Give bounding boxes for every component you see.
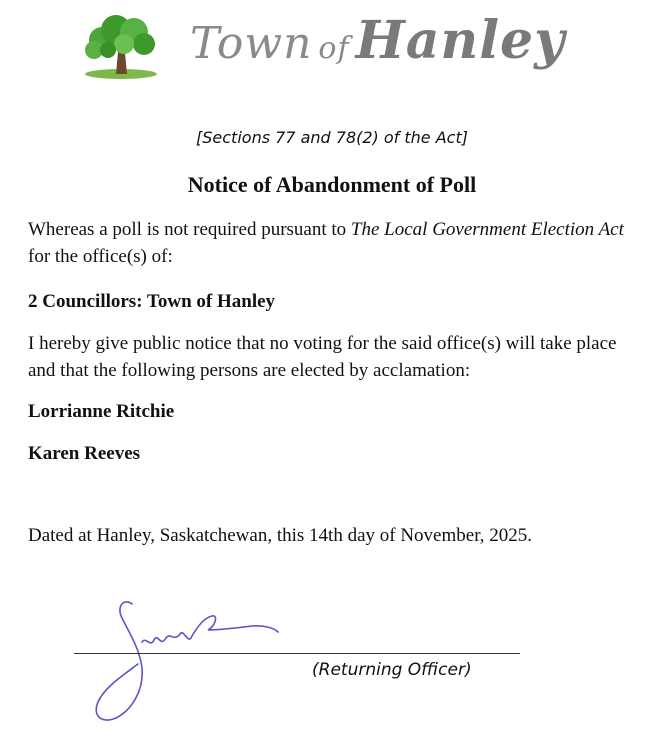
wordmark-town: Town [190,18,313,69]
wordmark-of: of [318,31,350,66]
wordmark-hanley: Hanley [355,10,566,71]
public-notice-paragraph: I hereby give public notice that no voting for the said office(s) will take place and that the following persons are elected by acclamation: [28,333,617,381]
dated-line: Dated at Hanley, Saskatchewan, this 14th day of November, 2025. [28,525,533,546]
signatory-role: (Returning Officer) [312,660,472,680]
office-name: 2 Councillors: Town of Hanley [28,291,276,312]
handwritten-signature [80,592,300,727]
elected-person: Karen Reeves [28,443,141,464]
elected-person: Lorrianne Ritchie [28,401,175,422]
town-wordmark [190,10,565,71]
whereas-paragraph [28,216,648,270]
sections-reference: [Sections 77 and 78(2) of the Act] [196,128,468,147]
act-name: The Local Government Election Act [350,219,624,240]
signature-line [74,653,520,654]
whereas-suffix: for the office(s) of: [28,246,173,267]
notice-title: Notice of Abandonment of Poll [187,172,477,197]
tree-logo-icon [78,10,164,80]
whereas-prefix: Whereas a poll is not required pursuant to [28,219,351,240]
